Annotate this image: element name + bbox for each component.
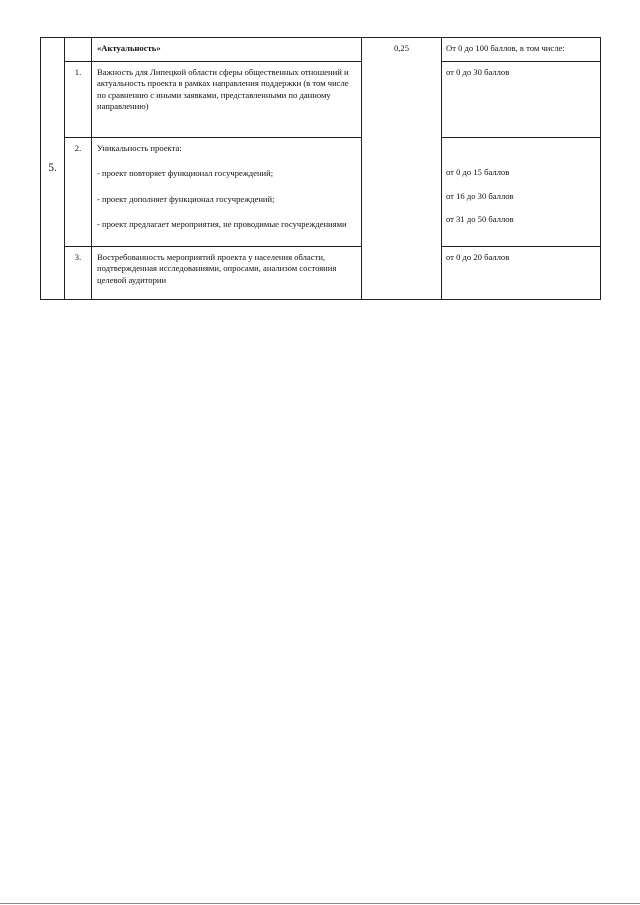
section-header-row [41, 38, 601, 62]
criterion-2-number: 2. [65, 138, 92, 247]
criterion-3-number: 3. [65, 247, 92, 300]
criterion-1-text: Важность для Липецкой области сферы общественных отношений и актуальность проекта в рамках направления поддержки (в том числе по сравнению с иными заявками, представленными по данному направлению) [92, 62, 362, 138]
criterion-1-number: 1. [65, 62, 92, 138]
criterion-3-text: Востребованность мероприятий проекта у населения области, подтвержденная исследованиями, опросами, анализом состояния целевой аудитории [92, 247, 362, 300]
criterion-2-option-2: - проект дополняет функционал госучреждений; [97, 193, 275, 204]
criterion-3-score: от 0 до 20 баллов [442, 247, 601, 300]
criterion-2-score-cell [442, 138, 601, 247]
criterion-1-score: от 0 до 30 баллов [442, 62, 601, 138]
section-total-score: От 0 до 100 баллов, в том числе: [442, 38, 601, 62]
section-weight: 0,25 [362, 38, 442, 300]
criterion-row-3 [41, 247, 601, 300]
header-empty-cell [65, 38, 92, 62]
criterion-2-option-2-score: от 16 до 30 баллов [446, 191, 514, 202]
criterion-row-2 [41, 138, 601, 247]
page-bottom-edge [0, 903, 640, 904]
criterion-row-1 [41, 62, 601, 138]
criterion-2-title: Уникальность проекта: [97, 143, 182, 153]
criterion-2-option-1: - проект повторяет функционал госучреждений; [97, 168, 274, 179]
section-title-cell [92, 38, 362, 62]
criterion-2-option-3: - проект предлагает мероприятия, не проводимые госучреждениями [97, 219, 347, 230]
criteria-table [40, 37, 601, 300]
section-title: «Актуальность» [97, 43, 161, 53]
criterion-2-option-3-score: от 31 до 50 баллов [446, 213, 514, 224]
criterion-2-text-cell [92, 138, 362, 247]
section-number: 5. [41, 38, 65, 300]
criterion-2-option-1-score: от 0 до 15 баллов [446, 167, 510, 177]
